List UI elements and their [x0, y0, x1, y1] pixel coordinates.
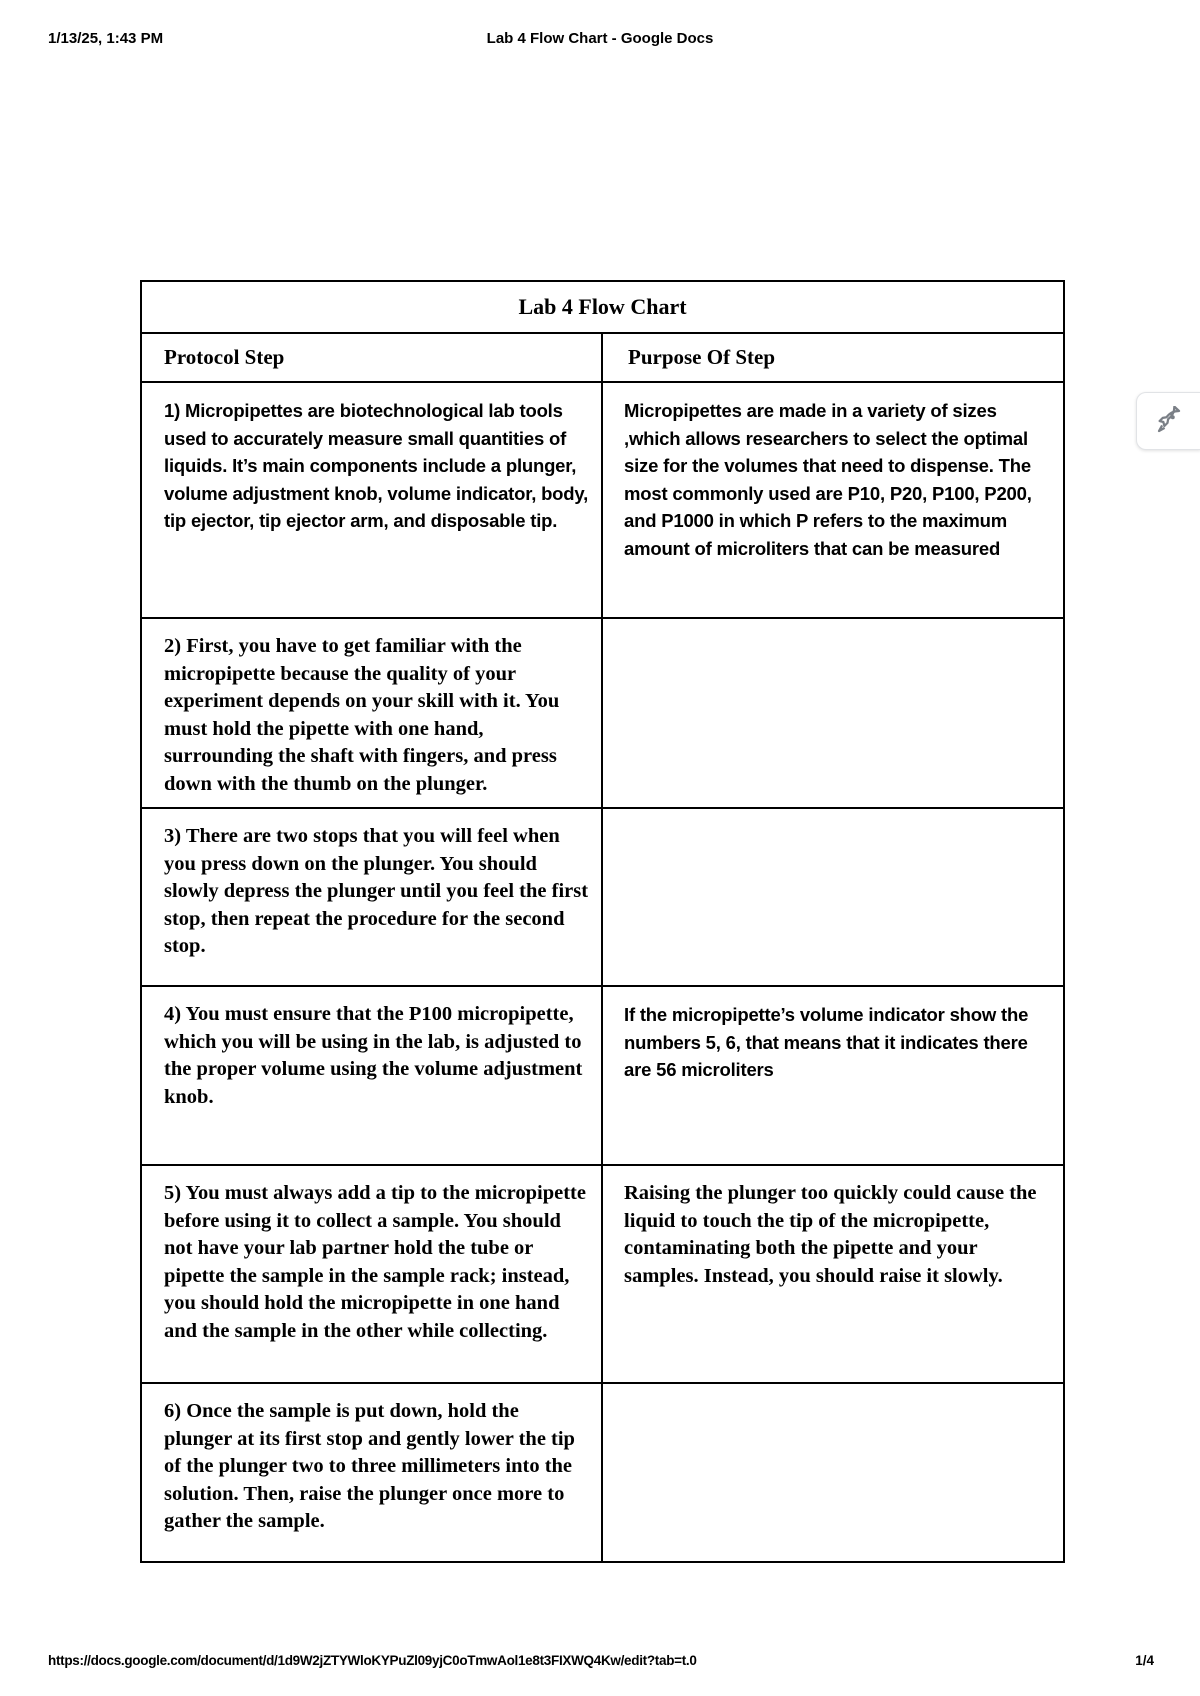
rocket-icon: [1154, 406, 1184, 436]
print-doc-title: Lab 4 Flow Chart - Google Docs: [486, 30, 714, 47]
table-title-row: [141, 281, 1064, 333]
purpose-text: [603, 809, 1063, 823]
purpose-cell: [602, 1165, 1064, 1383]
header-protocol-step: [141, 333, 602, 382]
purpose-text: If the micropipette’s volume indicator show the numbers 5, 6, that means that it indicates there are 56 microliters: [624, 1004, 1029, 1080]
purpose-text: [603, 1384, 1063, 1398]
header-protocol-step-label: Protocol Step: [164, 345, 285, 369]
table-title: Lab 4 Flow Chart: [141, 281, 1064, 333]
purpose-cell: [602, 986, 1064, 1165]
protocol-step-cell: [141, 808, 602, 986]
table-row: [141, 1383, 1064, 1562]
table-row: [141, 986, 1064, 1165]
table-row: [141, 382, 1064, 618]
table-row: [141, 808, 1064, 986]
page-number: 1/4: [1135, 1653, 1154, 1668]
side-panel-button[interactable]: [1136, 392, 1200, 450]
protocol-step-cell: [141, 382, 602, 618]
purpose-cell: [602, 808, 1064, 986]
purpose-text: [603, 619, 1063, 633]
table-header-row: [141, 333, 1064, 382]
purpose-cell: [602, 1383, 1064, 1562]
flow-chart-table: [140, 280, 1065, 1563]
protocol-step-text: 5) You must always add a tip to the micropipette before using it to collect a sample. You should not have your lab partner hold the tube or pipette the sample in the sample rack; instead, you should hold the micropipette in one hand and the sample in the other while collecting.: [164, 1182, 586, 1342]
header-purpose-of-step-label: Purpose Of Step: [628, 345, 775, 369]
purpose-cell: [602, 382, 1064, 618]
header-purpose-of-step: [602, 333, 1064, 382]
table-row: [141, 618, 1064, 808]
protocol-step-text: 6) Once the sample is put down, hold the plunger at its first stop and gently lower the tip of the plunger two to three millimeters into the solution. Then, raise the plunger once more to gather the sample.: [164, 1400, 575, 1532]
protocol-step-cell: [141, 618, 602, 808]
protocol-step-cell: [141, 1383, 602, 1562]
protocol-step-text: 3) There are two stops that you will feel when you press down on the plunger. You should slowly depress the plunger until you feel the first stop, then repeat the procedure for the second stop.: [164, 825, 589, 957]
purpose-text: Raising the plunger too quickly could cause the liquid to touch the tip of the micropipette, contaminating both the pipette and your samples. Instead, you should raise it slowly.: [624, 1182, 1037, 1287]
purpose-cell: [602, 618, 1064, 808]
print-url: https://docs.google.com/document/d/1d9W2jZTYWloKYPuZl09yjC0oTmwAol1e8t3FIXWQ4Kw/edit?tab=t.0: [48, 1653, 697, 1668]
protocol-step-cell: [141, 1165, 602, 1383]
protocol-step-cell: [141, 986, 602, 1165]
protocol-step-text: 2) First, you have to get familiar with the micropipette because the quality of your experiment depends on your skill with it. You must hold the pipette with one hand, surrounding the shaft with fingers, and press down with the thumb on the plunger.: [164, 635, 560, 795]
protocol-step-text: 4) You must ensure that the P100 micropipette, which you will be using in the lab, is adjusted to the proper volume using the volume adjustment knob.: [164, 1003, 583, 1108]
print-footer: [0, 1653, 1200, 1673]
protocol-step-text: 1) Micropipettes are biotechnological lab tools used to accurately measure small quantities of liquids. It’s main components include a plunger, volume adjustment knob, volume indicator, body, tip ejector, tip ejector arm, and disposable tip.: [164, 400, 589, 531]
table-row: [141, 1165, 1064, 1383]
print-header: [0, 30, 1200, 52]
print-datetime: 1/13/25, 1:43 PM: [48, 30, 164, 47]
purpose-text: Micropipettes are made in a variety of sizes ,which allows researchers to select the optimal size for the volumes that need to dispense. The most commonly used are P10, P20, P100, P200, and P1000 in which P refers to the maximum amount of microliters that can be measured: [624, 400, 1032, 559]
